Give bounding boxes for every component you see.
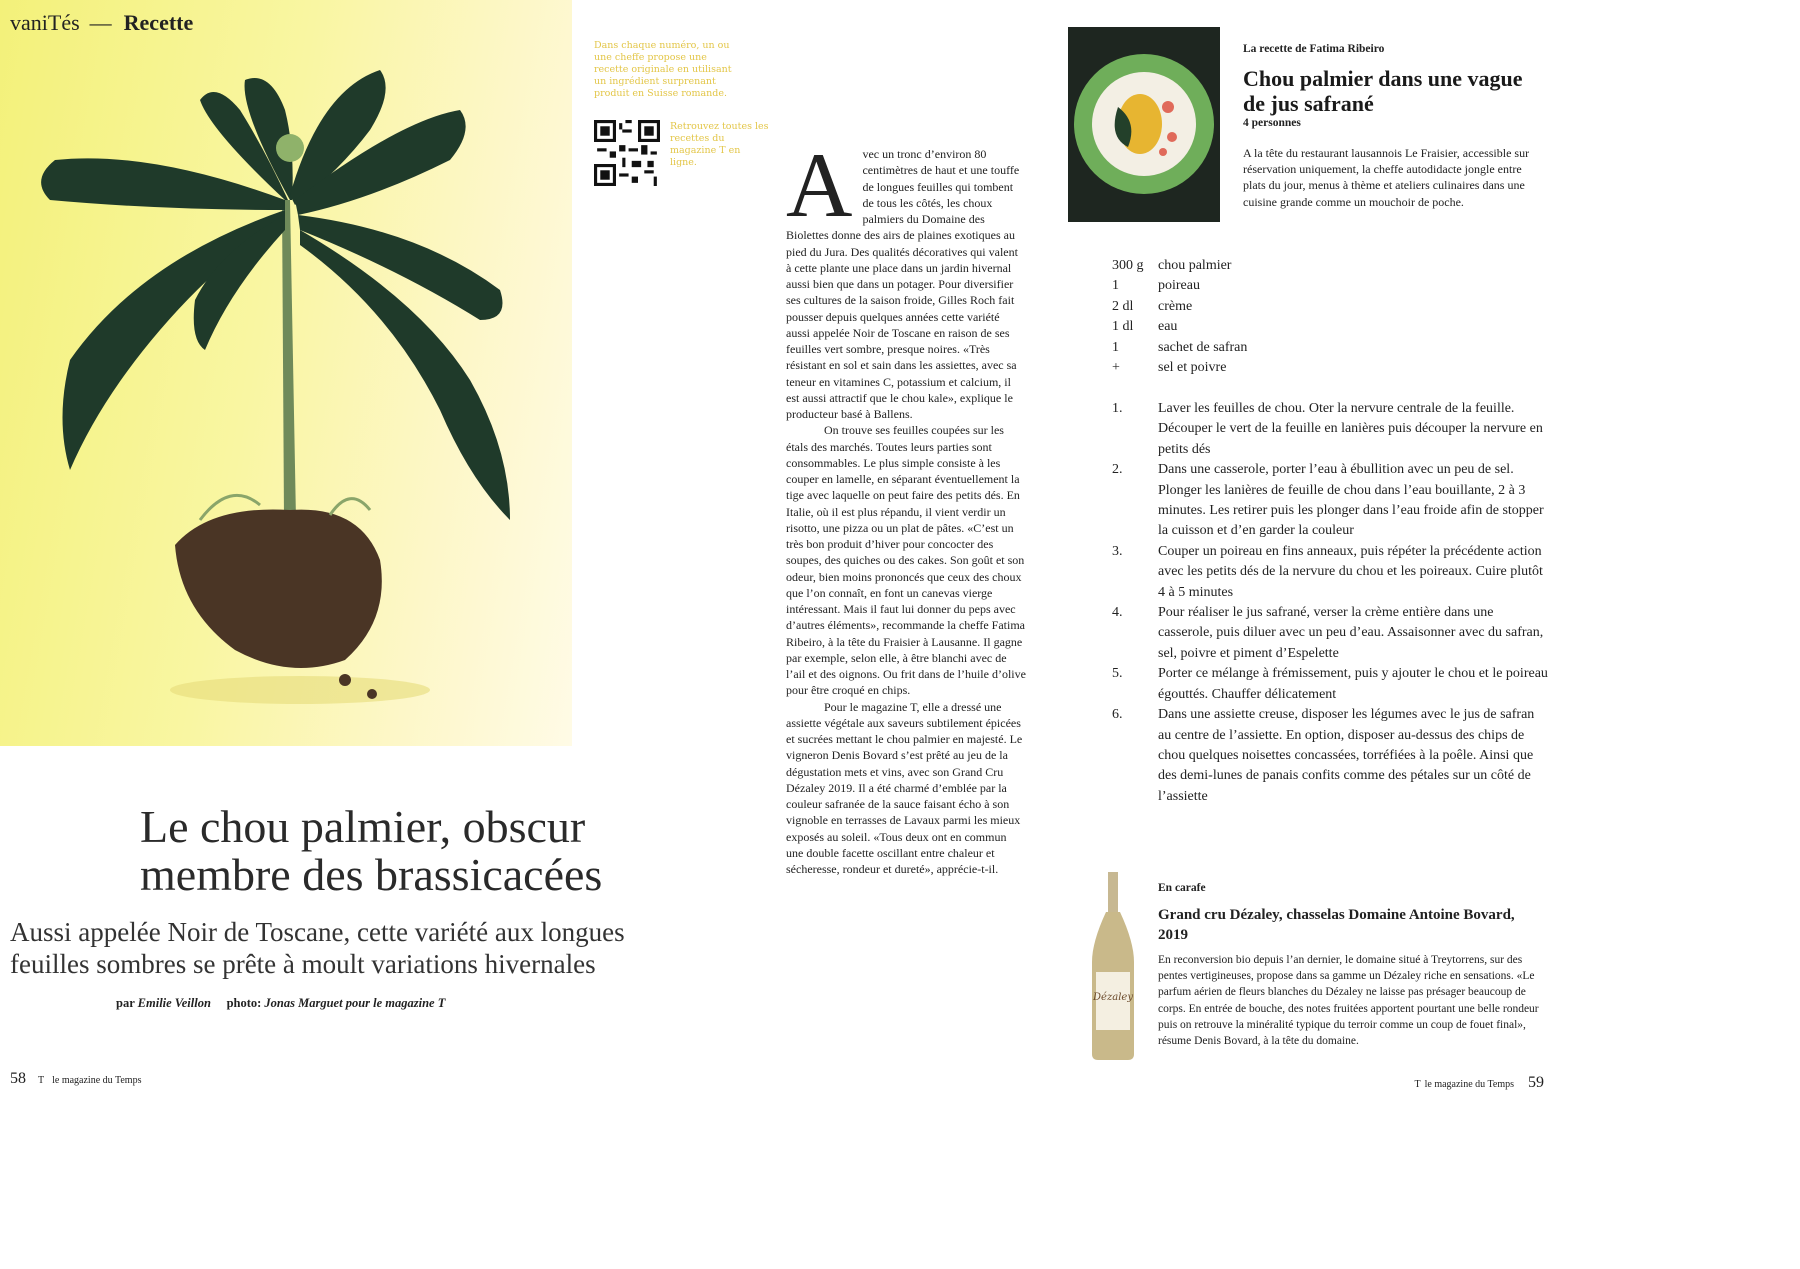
article-body (786, 134, 1026, 877)
wine-description: En reconversion bio depuis l’an dernier, le domaine situé à Treytorrens, sur des pentes vertigineuses, propose dans sa gamme un Dézaley riche en sensations. «Le parfum aérien de fleurs blanches du Dézaley ne laisse pas présager beaucoup de corps. En entrée de bouche, des notes fruitées apportent pourtant une belle rondeur puis on retrouve la minéralité typique du terroir comme un coup de fouet final», résume Denis Bovard, à la tête du domaine. (1158, 954, 1539, 1048)
qr-code-icon (594, 120, 660, 186)
recipe-intro: A la tête du restaurant lausannois Le Fraisier, accessible sur réservation uniquement, la cheffe autodidacte jongle entre plats du jour, menus à thème et ateliers culinaires dans une cuisine grande comme un mouchoir de poche. (1243, 146, 1530, 209)
recipe-kicker: La recette de Fatima Ribeiro (1243, 43, 1385, 55)
ingredients-list (1112, 256, 1247, 378)
magazine-name-left: le magazine du Temps (52, 1075, 142, 1086)
section-name: vaniTés (10, 10, 80, 35)
wine-title: Grand cru Dézaley, chasselas Domaine Antoine Bovard, 2019 (1158, 907, 1515, 943)
ingredient-item: sel et poivre (1158, 360, 1227, 376)
ingredient-qty: 2 dl (1112, 298, 1134, 314)
step-row (1112, 460, 1552, 542)
article-title: Le chou palmier, obscur membre des brassicacées (140, 801, 603, 900)
page-number-right: 59 (1528, 1074, 1544, 1091)
step-number: 5. (1112, 666, 1123, 682)
kale-plant-illustration (0, 0, 572, 746)
magazine-mark-left: T (38, 1075, 45, 1086)
step-row (1112, 705, 1552, 807)
qr-caption: Retrouvez toutes les recettes du magazine T en ligne. (670, 121, 769, 168)
byline-author-label: par (116, 996, 135, 1010)
section-header (10, 10, 193, 36)
ingredient-row (1112, 358, 1247, 378)
folio-right (1415, 1074, 1544, 1092)
step-text: Pour réaliser le jus safrané, verser la crème entière dans une casserole, puis diluer avec un peu d’eau. Assaisonner avec du safran, sel, poivre et piment d’Espelette (1158, 605, 1544, 661)
magazine-name-right: le magazine du Temps (1424, 1079, 1514, 1090)
ingredient-row (1112, 276, 1247, 296)
article-paragraph: On trouve ses feuilles coupées sur les étals des marchés. Toutes leurs parties sont consommables. Le plus simple consiste à les couper en lamelle, en séparant éventuellement la tige avec laquelle on peut faire des petits dés. En Italie, où il est plus répandu, il vient verdir un risotto, une pizza ou un plat de pâtes. «C’est un très bon produit d’hiver pour concocter des soupes, des quiches ou des cakes. Son goût et son odeur, bien moins prononcés que ceux des choux que l’on connaît, en font un canevas vierge intéressant. Mais il faut lui donner du peps avec d’autres éléments», recommande la cheffe Fatima Ribeiro, à la tête du Fraisier à Lausanne. Il gagne par exemple, selon elle, à être blanchi avec de l’ail et des oignons. Ou frit dans de l’huile d’olive pour être croqué en chips. (786, 423, 1026, 698)
paragraph-text: vec un tronc d’environ 80 centimètres de haut et une touffe de longues feuilles qui tombent de tous les côtés, les choux palmiers du Domaine des Biolettes donne des airs de plaines exotiques au pied du Jura. Des qualités décoratives qui valent à cette plante une place dans un jardin hivernal aussi bien que dans un potager. Pour diversifier ses cultures de la saison froide, Gilles Roch fait pousser depuis quelques années cette variété aussi appelée Noir de Toscane en raison de ses feuilles vert sombre, presque noires. «Très résistant en sol et sain dans les assiettes, avec sa teneur en vitamines C, potassium et calcium, il est aussi attractif que le chou kale», explique le producteur basé à Ballens. (786, 147, 1020, 421)
ingredient-item: sachet de safran (1158, 339, 1248, 355)
step-text: Dans une assiette creuse, disposer les légumes avec le jus de safran au centre de l’assiette. En option, disposer au-dessus des chips de chou quelques noisettes concassées, torréfiées à la poêle. Ainsi que des demi-lunes de panais confits comme des pétales sur un côté de l’assiette (1158, 707, 1535, 804)
drop-cap: A (786, 134, 853, 236)
step-text: Couper un poireau en fins anneaux, puis répéter la précédente action avec les petits dés de la nervure du chou et les poireaux. Cuire plutôt 4 à 5 minutes (1158, 543, 1543, 600)
dish-photo (1068, 27, 1220, 222)
step-number: 6. (1112, 707, 1123, 723)
wine-label-text: Dézaley (1093, 992, 1133, 1003)
plate-illustration (1068, 27, 1220, 222)
step-number: 3. (1112, 543, 1123, 559)
ingredient-item: eau (1158, 319, 1178, 335)
ingredient-row (1112, 256, 1247, 276)
recipe-servings: 4 personnes (1243, 117, 1301, 129)
ingredient-row (1112, 317, 1247, 337)
ingredient-qty: 1 dl (1112, 319, 1134, 335)
byline-author: Emilie Veillon (137, 996, 211, 1010)
sidebar-note: Dans chaque numéro, un ou une cheffe propose une recette originale en utilisant un ingrédient surprenant produit en Suisse romande. (594, 40, 732, 99)
byline-photo-label: photo: (226, 996, 262, 1010)
step-row (1112, 603, 1552, 664)
ingredient-row (1112, 297, 1247, 317)
step-text: Porter ce mélange à frémissement, puis y ajouter le chou et le poireau égouttés. Chauffer délicatement (1158, 666, 1548, 702)
step-text: Dans une casserole, porter l’eau à ébullition avec un peu de sel. Plonger les lanières de feuille de chou dans l’eau bouillante, 2 à 3 minutes. Les retirer puis les plonger dans l’eau froide afin de stopper la cuisson et d’en garder la couleur (1158, 462, 1544, 539)
step-text: Laver les feuilles de chou. Oter la nervure centrale de la feuille. Découper le vert de la feuille en lanières puis découper la nervure en petits dés (1158, 401, 1543, 457)
wine-bottle-icon (1082, 872, 1144, 1062)
wine-bottle-photo (1082, 872, 1144, 1062)
ingredient-item: crème (1158, 298, 1193, 314)
article-paragraph: Pour le magazine T, elle a dressé une assiette végétale aux saveurs subtilement épicées et sucrées mettant le chou palmier en majesté. Le vigneron Denis Bovard s’est prêté au jeu de la dégustation mets et vins, avec son Grand Cru Dézaley 2019. Il a été charmé d’emblée par la couleur safranée de la sauce faisant écho à son vignoble en terrasses de Lavaux parmi les mieux exposés au soleil. «Tous deux ont en commun une double facette oscillant entre chaleur et sécheresse, rondeur et dureté», apprécie-t-il. (786, 699, 1023, 876)
ingredient-qty: 300 g (1112, 258, 1144, 273)
step-number: 4. (1112, 605, 1123, 621)
step-row (1112, 664, 1552, 705)
ingredient-item: poireau (1158, 278, 1200, 294)
folio-left (10, 1070, 141, 1088)
step-row (1112, 399, 1552, 460)
qr-code[interactable] (594, 120, 660, 186)
ingredient-row (1112, 338, 1247, 358)
wine-kicker: En carafe (1158, 882, 1206, 894)
recipe-steps (1112, 399, 1552, 807)
header-dash: — (89, 10, 112, 35)
magazine-mark-right: T (1414, 1079, 1421, 1090)
step-row (1112, 542, 1552, 603)
ingredient-qty: 1 (1112, 339, 1119, 355)
article-paragraph (786, 134, 1026, 422)
article-subtitle: Aussi appelée Noir de Toscane, cette variété aux longues feuilles sombres se prête à moult variations hivernales (10, 917, 625, 979)
ingredient-item: chou palmier (1158, 258, 1232, 273)
step-number: 2. (1112, 462, 1123, 478)
step-number: 1. (1112, 401, 1123, 416)
rubric-name: Recette (123, 10, 194, 35)
byline-photo: Jonas Marguet pour le magazine T (264, 996, 446, 1010)
recipe-title: Chou palmier dans une vague de jus safrané (1243, 66, 1523, 116)
kale-photo (0, 0, 572, 746)
page-number-left: 58 (10, 1070, 26, 1087)
ingredient-qty: 1 (1112, 278, 1119, 294)
byline (116, 996, 445, 1011)
ingredient-qty: + (1112, 360, 1120, 376)
